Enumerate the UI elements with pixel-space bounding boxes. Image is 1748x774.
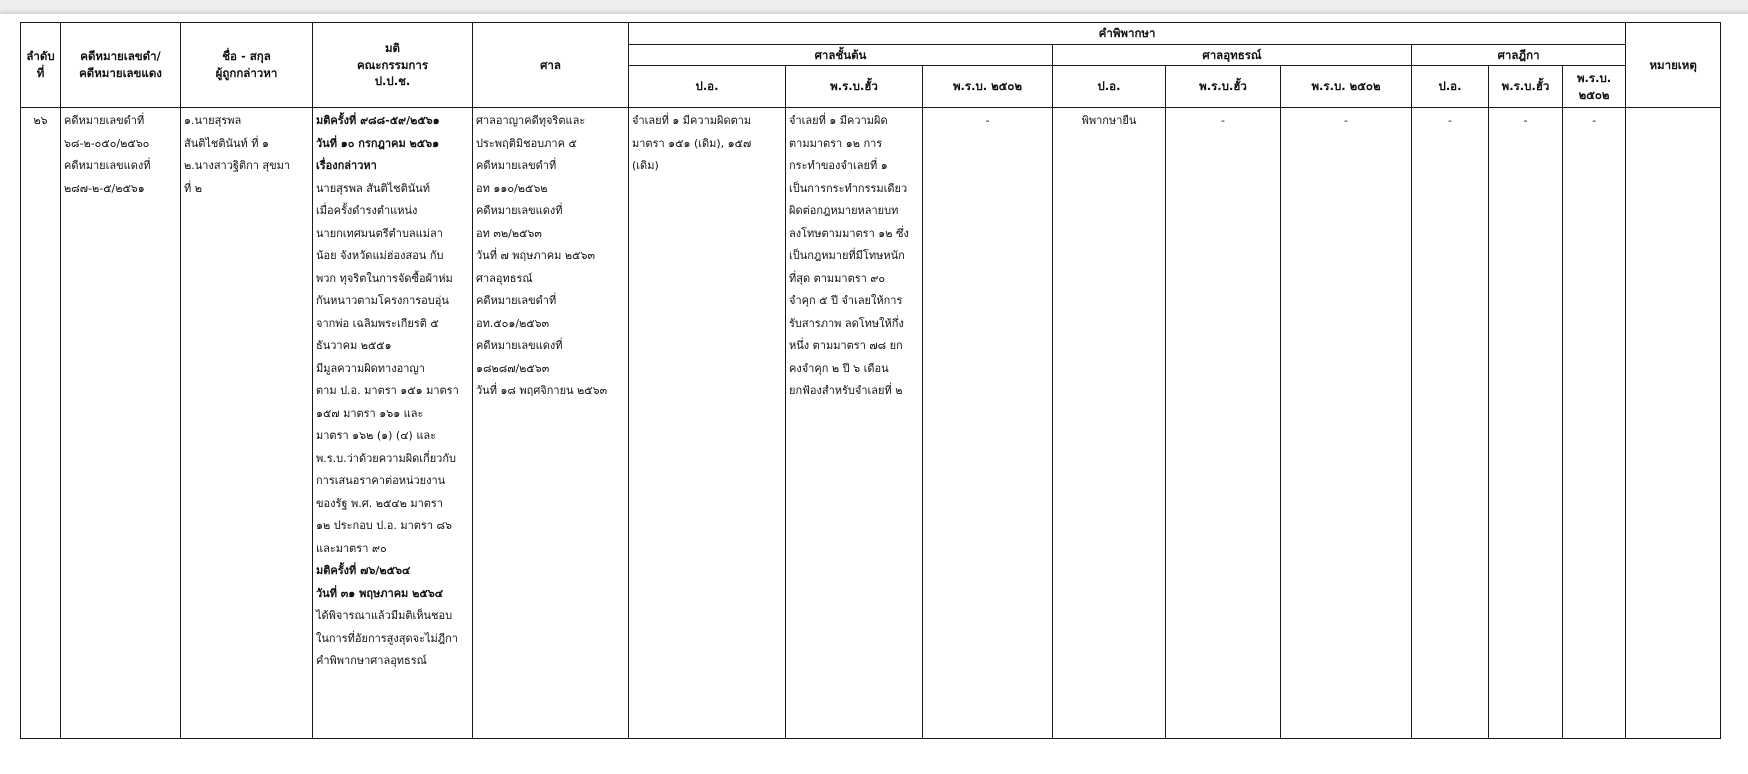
court-cases-table <box>20 22 1721 739</box>
header-no: ลำดับ ที่ <box>21 23 61 108</box>
cell-appeal-pa: พิพากษายืน <box>1053 108 1166 739</box>
nacc-line: ตาม ป.อ. มาตรา ๑๕๑ มาตรา <box>316 384 459 397</box>
header-supreme-pa: ป.อ. <box>1412 66 1489 108</box>
nacc-line: มีมูลความผิดทางอาญา <box>316 361 425 375</box>
nacc-line: ๑๕๗ มาตรา ๑๖๑ และ <box>316 406 424 420</box>
header-first-court: ศาลชั้นต้น <box>629 45 1053 66</box>
nacc-line: ๑๒ ประกอบ ป.อ. มาตรา ๘๖ <box>316 519 452 532</box>
cell-appeal-act-2502: - <box>1281 108 1412 739</box>
cell-supreme-collusion-act: - <box>1489 108 1563 739</box>
header-remark: หมายเหตุ <box>1626 23 1721 108</box>
cell-appeal-collusion-act: - <box>1166 108 1281 739</box>
cell-nacc-resolution <box>313 108 473 739</box>
nacc-line: ของรัฐ พ.ศ. ๒๕๔๒ มาตรา <box>316 496 443 510</box>
nacc-line: วันที่ ๑๐ กรกฎาคม ๒๕๖๑ <box>316 136 440 150</box>
nacc-line: น้อย จังหวัดแม่ฮ่องสอน กับ <box>316 249 444 262</box>
cell-first-act-2502: - <box>923 108 1053 739</box>
cell-first-collusion-act: จำเลยที่ ๑ มีความผิด ตามมาตรา ๑๒ การ กระทำของจำเลยที่ ๑ เป็นการกระทำกรรมเดียว ผิดต่อกฎหมายหลายบท ลงโทษตามมาตรา ๑๒ ซึ่ง เป็นกฎหมายที่มีโทษหนัก ที่สุด ตามมาตรา ๙๐ จำคุก ๕ ปี จำเลยให้การ รับสารภาพ ลดโทษให้กึ่ง หนึ่ง ตามมาตรา ๗๘ ยก คงจำคุก ๒ ปี ๖ เดือน ยกฟ้องสำหรับจำเลยที่ ๒ <box>786 108 923 739</box>
nacc-line: เมื่อครั้งดำรงตำแหน่ง <box>316 204 418 217</box>
cell-court: ศาลอาญาคดีทุจริตและ ประพฤติมิชอบภาค ๕ คดีหมายเลขดำที่ อท ๑๑๐/๒๕๖๒ คดีหมายเลขแดงที่ อท ๓๒/๒๕๖๓ วันที่ ๗ พฤษภาคม ๒๕๖๓ ศาลอุทธรณ์ คดีหมายเลขดำที่ อท.๕๐๑/๒๕๖๓ คดีหมายเลขแดงที่ ๑๘๒๘๗/๒๕๖๓ วันที่ ๑๘ พฤศจิกายน ๒๕๖๓ <box>473 108 629 739</box>
nacc-line: การเสนอราคาต่อหน่วยงาน <box>316 474 446 487</box>
nacc-line: ได้พิจารณาแล้วมีมติเห็นชอบ <box>316 609 453 622</box>
nacc-line: ในการที่อัยการสูงสุดจะไม่ฎีกา <box>316 631 458 645</box>
nacc-line: และมาตรา ๙๐ <box>316 541 387 555</box>
header-appeal-pa: ป.อ. <box>1053 66 1166 108</box>
table-row <box>21 108 1721 739</box>
nacc-line: มติครั้งที่ ๗๖/๒๕๖๔ <box>316 564 411 577</box>
cell-accused-names: ๑.นายสุรพล สันติไชตินันท์ ที่ ๑ ๒.นางสาวฐิติกา สุขมา ที่ ๒ <box>181 108 313 739</box>
cell-case-number: คดีหมายเลขดำที่ ๖๘-๒-๐๕๐/๒๕๖๐ คดีหมายเลขแดงที่ ๒๘๗-๒-๕/๒๕๖๑ <box>61 108 181 739</box>
header-verdict: คำพิพากษา <box>629 23 1626 45</box>
header-appeal-court: ศาลอุทธรณ์ <box>1053 45 1412 66</box>
nacc-line: พ.ร.บ.ว่าด้วยความผิดเกี่ยวกับ <box>316 451 456 465</box>
nacc-line: พวก ทุจริตในการจัดซื้อผ้าห่ม <box>316 271 453 285</box>
cell-no: ๒๖ <box>21 108 61 739</box>
nacc-line: ธันวาคม ๒๕๕๑ <box>316 339 392 352</box>
nacc-line: นายสุรพล สันติไชตินันท์ <box>316 181 431 195</box>
header-court: ศาล <box>473 23 629 108</box>
header-case-number: คดีหมายเลขดำ/ คดีหมายเลขแดง <box>61 23 181 108</box>
header-first-collusion-act: พ.ร.บ.ฮั้ว <box>786 66 923 108</box>
cell-remark <box>1626 108 1721 739</box>
header-accused-name: ชื่อ - สกุล ผู้ถูกกล่าวหา <box>181 23 313 108</box>
header-supreme-court: ศาลฎีกา <box>1412 45 1626 66</box>
header-first-pa: ป.อ. <box>629 66 786 108</box>
document-page <box>0 14 1748 774</box>
nacc-line: วันที่ ๓๑ พฤษภาคม ๒๕๖๔ <box>316 586 444 600</box>
nacc-line: กันหนาวตามโครงการอบอุ่น <box>316 294 449 307</box>
header-supreme-act-2502: พ.ร.บ. ๒๕๐๒ <box>1563 66 1626 108</box>
nacc-line: มติครั้งที่ ๙๘๘-๕๙/๒๕๖๑ <box>316 114 440 127</box>
header-first-act-2502: พ.ร.บ. ๒๕๐๒ <box>923 66 1053 108</box>
cell-first-pa: จำเลยที่ ๑ มีความผิดตาม มาตรา ๑๕๑ (เดิม), ๑๕๗ (เดิม) <box>629 108 786 739</box>
nacc-line: เรื่องกล่าวหา <box>316 159 377 172</box>
header-appeal-collusion-act: พ.ร.บ.ฮั้ว <box>1166 66 1281 108</box>
cell-supreme-pa: - <box>1412 108 1489 739</box>
nacc-line: มาตรา ๑๖๒ (๑) (๔) และ <box>316 429 437 442</box>
header-appeal-act-2502: พ.ร.บ. ๒๕๐๒ <box>1281 66 1412 108</box>
nacc-line: จากพ่อ เฉลิมพระเกียรติ ๕ <box>316 316 439 330</box>
header-supreme-collusion-act: พ.ร.บ.ฮั้ว <box>1489 66 1563 108</box>
nacc-line: คำพิพากษาศาลอุทธรณ์ <box>316 654 427 667</box>
header-nacc-resolution: มติ คณะกรรมการ ป.ป.ช. <box>313 23 473 108</box>
cell-supreme-act-2502: - <box>1563 108 1626 739</box>
nacc-line: นายกเทศมนตรีตำบลแม่ลา <box>316 226 443 240</box>
